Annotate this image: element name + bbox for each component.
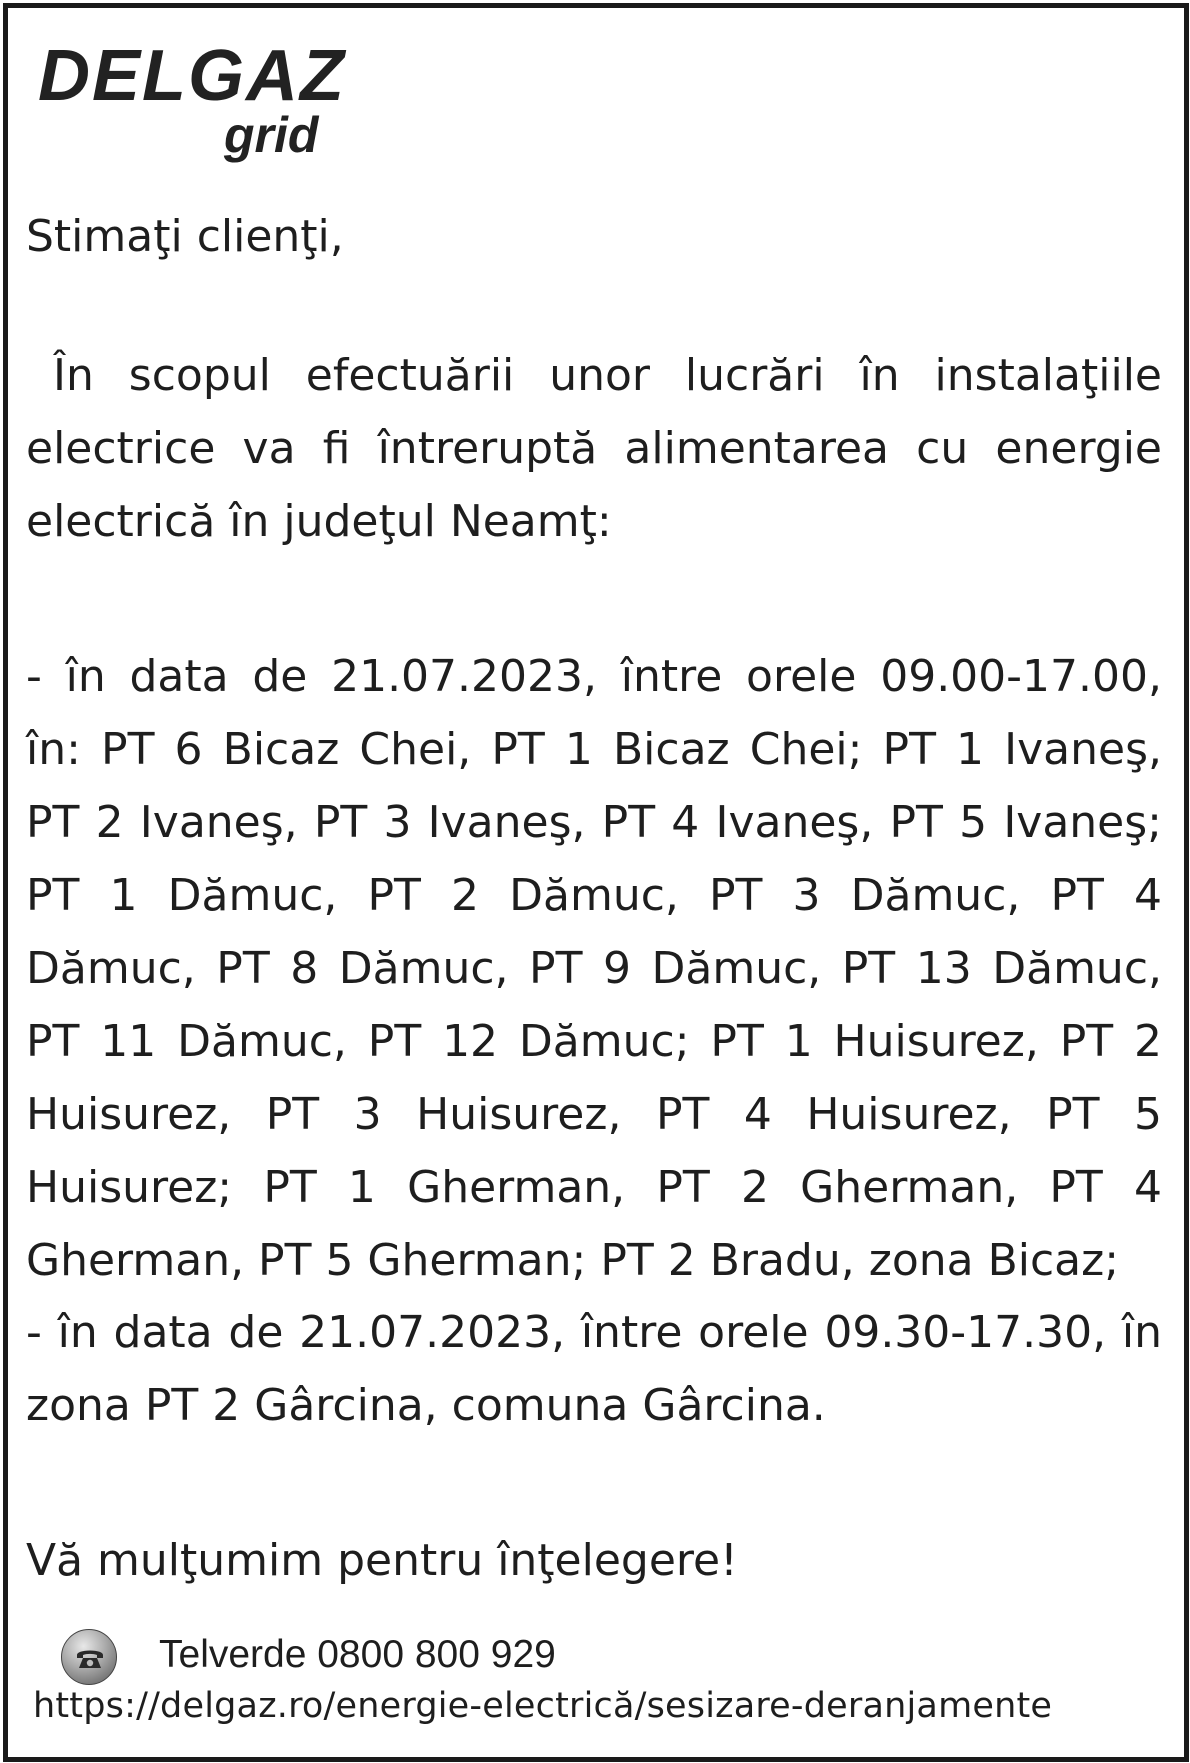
outage-item-1: - în data de 21.07.2023, între orele 09.00-17.00, în: PT 6 Bicaz Chei, PT 1 Bicaz Chei; PT 1 Ivaneş, PT 2 Ivaneş, PT 3 Ivaneş, PT 4 Ivaneş, PT 5 Ivaneş; PT 1 Dămuc, PT 2 Dămuc, PT 3 Dămuc, PT 4 Dămuc, PT 8 Dămuc, PT 9 Dămuc, PT 13 Dămuc, PT 11 Dămuc, PT 12 Dămuc; PT 1 Huisurez, PT 2 Huisurez, PT 3 Huisurez, PT 4 Huisurez, PT 5 Huisurez; PT 1 Gherman, PT 2 Gherman, PT 4 Gherman, PT 5 Gherman; PT 2 Bradu, zona Bicaz;: [26, 651, 1162, 1286]
greeting: Stimaţi clienţi,: [26, 211, 344, 262]
phone-contact: [61, 1626, 761, 1686]
report-url-link[interactable]: https://delgaz.ro/energie-electrică/sesizare-deranjamente: [33, 1686, 1053, 1726]
phone-number: Telverde 0800 800 929: [159, 1633, 556, 1676]
delgaz-grid-logo: [38, 36, 358, 170]
telephone-icon: [61, 1629, 117, 1685]
outage-item-2: - în data de 21.07.2023, între orele 09.30-17.30, în zona PT 2 Gârcina, comuna Gârcina.: [26, 1307, 1162, 1431]
intro-paragraph: În scopul efectuării unor lucrări în instalaţiile electrice va fi întreruptă alimentarea cu energie electrică în judeţul Neamţ:: [26, 350, 1162, 547]
closing-text: Vă mulţumim pentru înţelegere!: [26, 1535, 738, 1586]
logo-brand: DELGAZ: [38, 36, 346, 116]
logo-sub: grid: [224, 107, 319, 163]
